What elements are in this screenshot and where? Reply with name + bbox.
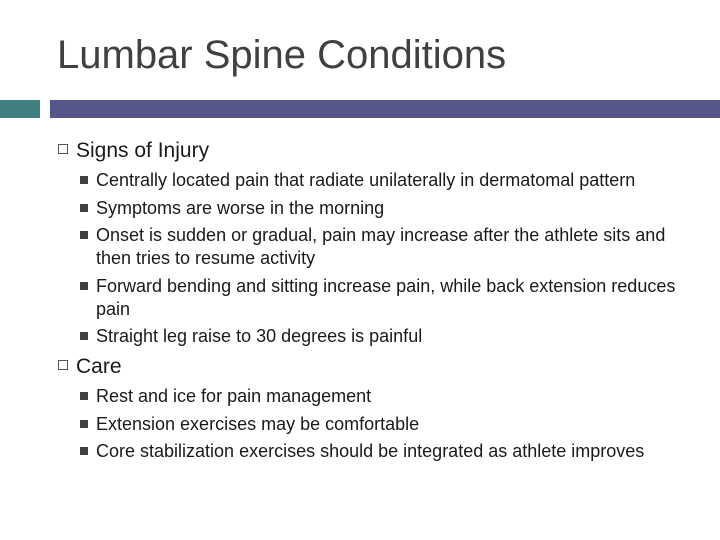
section-heading [58, 354, 698, 379]
square-bullet-icon [80, 231, 88, 239]
list-item [96, 413, 698, 436]
list-item-text: Symptoms are worse in the morning [96, 197, 385, 218]
bullet-list [58, 385, 698, 463]
accent-square [0, 100, 40, 118]
list-item [96, 325, 698, 348]
square-bullet-icon [80, 176, 88, 184]
square-bullet-icon [80, 447, 88, 455]
list-item-text: Onset is sudden or gradual, pain may increase after the athlete sits and then tries to resume activity [96, 225, 666, 269]
checkbox-icon [58, 144, 68, 154]
square-bullet-icon [80, 204, 88, 212]
list-item [96, 169, 698, 192]
slide-title: Lumbar Spine Conditions [57, 33, 507, 77]
bullet-list [58, 169, 698, 348]
section-signs-of-injury [58, 138, 698, 348]
list-item [96, 275, 698, 321]
list-item-text: Centrally located pain that radiate unilaterally in dermatomal pattern [96, 170, 636, 191]
list-item [96, 224, 698, 270]
list-item-text: Rest and ice for pain management [96, 386, 372, 407]
section-heading-text: Signs of Injury [76, 139, 210, 162]
checkbox-icon [58, 360, 68, 370]
list-item-text: Forward bending and sitting increase pain, while back extension reduces pain [96, 275, 676, 319]
accent-bar [50, 100, 720, 118]
square-bullet-icon [80, 392, 88, 400]
section-care [58, 354, 698, 463]
square-bullet-icon [80, 420, 88, 428]
slide-content [58, 138, 698, 469]
list-item [96, 385, 698, 408]
square-bullet-icon [80, 332, 88, 340]
list-item-text: Straight leg raise to 30 degrees is painful [96, 326, 423, 347]
list-item [96, 440, 698, 463]
list-item-text: Extension exercises may be comfortable [96, 413, 420, 434]
square-bullet-icon [80, 282, 88, 290]
section-heading-text: Care [76, 355, 122, 379]
list-item-text: Core stabilization exercises should be integrated as athlete improves [96, 441, 645, 462]
list-item [96, 197, 698, 220]
section-heading [58, 138, 698, 163]
